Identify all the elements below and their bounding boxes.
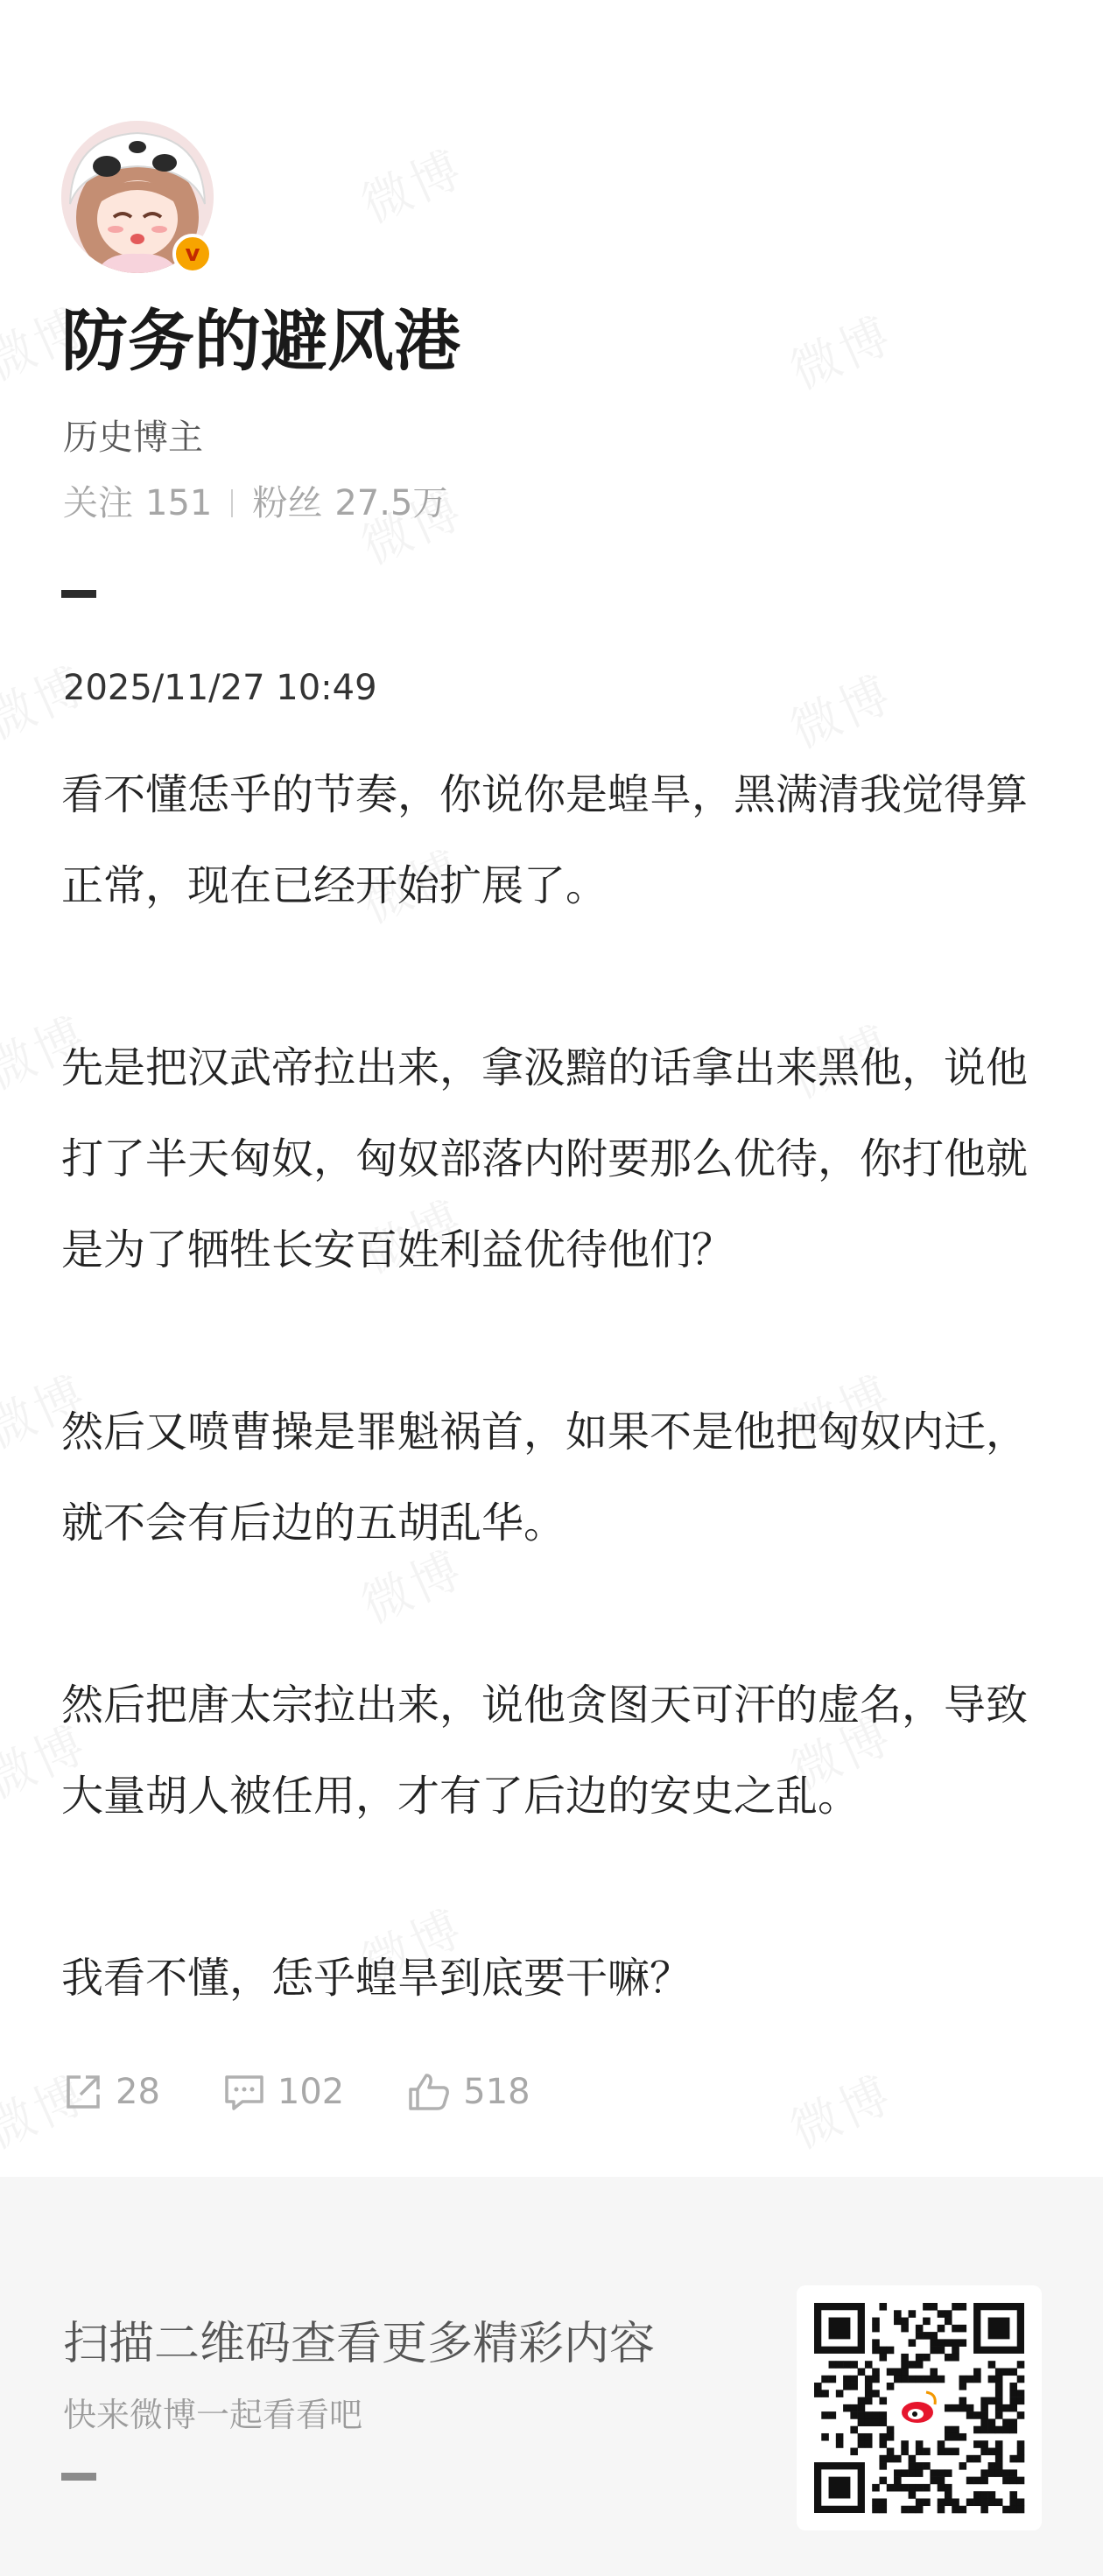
followers-count: 27.5万 bbox=[334, 483, 448, 523]
post-paragraph: 看不懂恁乎的节奏，你说你是蝗旱，黑满清我觉得算正常，现在已经开始扩展了。 bbox=[61, 770, 1029, 910]
section-divider bbox=[61, 590, 96, 598]
watermark bbox=[778, 656, 903, 762]
repost-count: 28 bbox=[116, 2072, 160, 2112]
verified-badge-icon: v bbox=[172, 234, 213, 274]
weibo-logo-icon bbox=[898, 2387, 940, 2429]
post-actions bbox=[61, 2066, 592, 2118]
comment-count: 102 bbox=[277, 2072, 345, 2112]
profile-role: 历史博主 bbox=[63, 418, 203, 458]
footer-subtitle: 快来微博一起看看吧 bbox=[63, 2396, 363, 2434]
post-paragraph: 我看不懂，恁乎蝗旱到底要干嘛？ bbox=[61, 1954, 692, 2003]
comment-button[interactable] bbox=[221, 2070, 344, 2114]
qr-code[interactable] bbox=[797, 2285, 1042, 2530]
following-count: 151 bbox=[145, 483, 213, 523]
followers-label: 粉丝 bbox=[252, 483, 323, 523]
watermark bbox=[349, 130, 474, 237]
post-paragraph: 先是把汉武帝拉出来，拿汲黯的话拿出来黑他，说他打了半天匈奴，匈奴部落内附要那么优待，你打他就是为了牺牲长安百姓利益优待他们？ bbox=[61, 1043, 1029, 1274]
share-footer bbox=[0, 2177, 1103, 2576]
footer-title: 扫描二维码查看更多精彩内容 bbox=[63, 2318, 656, 2370]
post-date: 2025/11/27 10:49 bbox=[63, 668, 377, 708]
footer-divider bbox=[61, 2473, 96, 2481]
thumbs-up-icon bbox=[405, 2070, 453, 2114]
repost-icon bbox=[61, 2070, 105, 2114]
profile-stats bbox=[63, 481, 447, 526]
following-label: 关注 bbox=[63, 483, 133, 523]
watermark bbox=[778, 2056, 903, 2163]
like-count: 518 bbox=[463, 2072, 530, 2112]
comment-icon bbox=[221, 2070, 267, 2114]
post-paragraph: 然后把唐太宗拉出来，说他贪图天可汗的虚名，导致大量胡人被任用，才有了后边的安史之乱。 bbox=[61, 1681, 1029, 1821]
post-body bbox=[61, 749, 1046, 2024]
post-paragraph: 然后又喷曹操是罪魁祸首，如果不是他把匈奴内迁，就不会有后边的五胡乱华。 bbox=[61, 1407, 1029, 1548]
repost-button[interactable] bbox=[61, 2070, 160, 2114]
stats-divider bbox=[231, 489, 233, 517]
like-button[interactable] bbox=[405, 2070, 530, 2114]
profile-name[interactable]: 防务的避风港 bbox=[61, 302, 460, 380]
watermark bbox=[778, 297, 903, 404]
